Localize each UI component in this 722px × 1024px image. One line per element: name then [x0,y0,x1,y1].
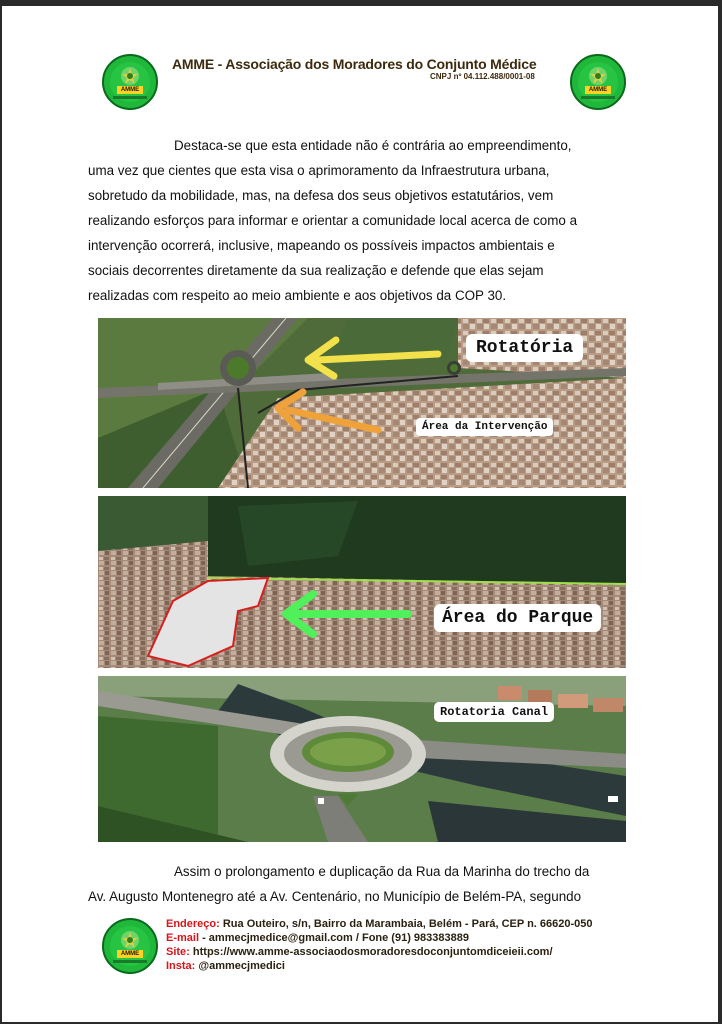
document-page [2,6,718,1022]
paragraph-line: sobretudo da mobilidade, mas, na defesa dos seus objetivos estatutários, vem [88,188,554,203]
logo-tag: AMME [117,86,143,94]
address-key: Endereço: [166,918,220,930]
aerial-image-rotatoria [98,318,626,488]
site-value: https://www.amme-associaodosmoradoresdoconjuntomdiceieii.com/ [192,946,553,958]
tree-emblem-icon [119,65,141,87]
address-value: Rua Outeiro, s/n, Bairro da Marambaia, Belém - Pará, CEP n. 66620-050 [222,918,593,930]
paragraph-line: uma vez que cientes que esta visa o aprimoramento da Infraestrutura urbana, [88,163,550,178]
paragraph-line: Destaca-se que esta entidade não é contrária ao empreendimento, [174,138,572,153]
logo-tag: AMME [585,86,611,94]
footer-address [166,918,593,930]
paragraph-line: realizando esforços para informar e orientar a comunidade local acerca de como a [88,213,578,228]
site-key: Site: [166,946,190,958]
email-key: E-mail [166,932,200,944]
paragraph-line: sociais decorrentes diretamente da sua realização e defende que elas sejam [88,263,544,278]
label-area-parque: Área do Parque [434,604,601,632]
paragraph-line: Assim o prolongamento e duplicação da Rua da Marinha do trecho da [174,864,590,879]
amme-logo-left [102,54,158,110]
amme-logo-right [570,54,626,110]
label-rotatoria-canal: Rotatoria Canal [434,702,554,722]
tree-emblem-icon [587,65,609,87]
label-rotatoria: Rotatória [466,334,583,362]
footer-insta [166,960,285,972]
header-title: AMME - Associação dos Moradores do Conjunto Médice [172,56,537,72]
amme-logo-footer [102,918,158,974]
render-image-rotatoria-canal [98,676,626,842]
header-cnpj: CNPJ nº 04.112.488/0001-08 [430,72,535,81]
label-area-intervencao: Área da Intervenção [416,418,553,436]
insta-key: Insta: [166,960,196,972]
insta-value: @ammecjmedici [198,960,285,972]
paragraph-line: intervenção ocorrerá, inclusive, mapeando os possíveis impactos ambientais e [88,238,555,253]
park-map-graphic [98,496,626,668]
logo-tag: AMME [117,950,143,958]
paragraph-line: Av. Augusto Montenegro até a Av. Centenário, no Município de Belém-PA, segundo [88,889,582,904]
canal-render-graphic [98,676,626,842]
email-value: - ammecjmedice@gmail.com / Fone (91) 983383889 [202,932,469,944]
paragraph-line: realizadas com respeito ao meio ambiente e aos objetivos da COP 30. [88,288,507,303]
footer-site [166,946,553,958]
aerial-image-parque [98,496,626,668]
footer-email [166,932,469,944]
paragraph-1 [88,133,632,308]
paragraph-2 [88,859,632,909]
tree-emblem-icon [119,929,141,951]
